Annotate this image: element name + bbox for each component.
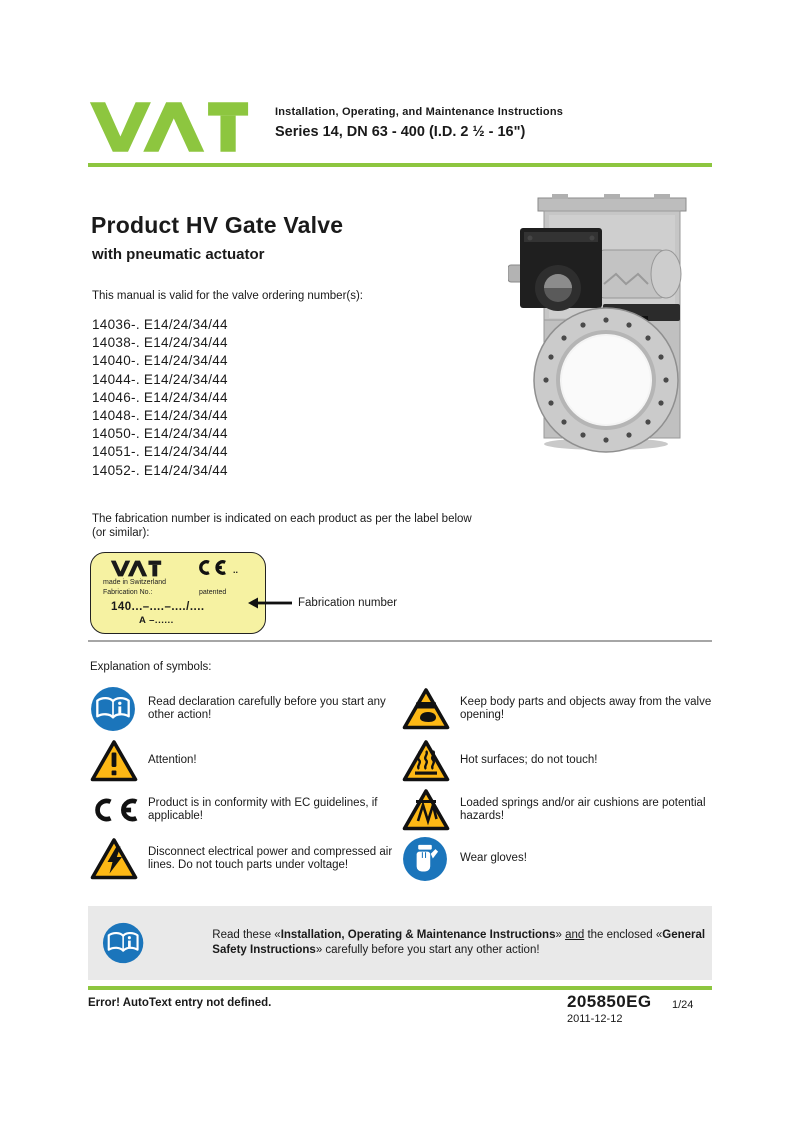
wear-gloves-icon [402, 836, 448, 882]
symbol-row [402, 736, 714, 786]
ce-mark-icon [90, 797, 144, 823]
footer-autotext-error: Error! AutoText entry not defined. [88, 997, 272, 1009]
fabrication-no-text: Fabrication No.: [103, 589, 153, 596]
symbol-row [90, 834, 410, 884]
order-number: 14038-. E14/24/34/44 [92, 335, 228, 351]
read-manual-icon [90, 686, 136, 732]
order-number: 14046-. E14/24/34/44 [92, 389, 228, 405]
order-number: 14050-. E14/24/34/44 [92, 426, 228, 442]
order-number: 14044-. E14/24/34/44 [92, 371, 228, 387]
footer-date: 2011-12-12 [567, 1013, 623, 1025]
notice-segment: the enclosed « [584, 929, 663, 941]
symbol-text: Disconnect electrical power and compressed air lines. Do not touch parts under voltage! [148, 845, 393, 871]
patented-text: patented [199, 589, 227, 596]
notice-segment-bold: Installation, Operating & Maintenance Instructions [280, 929, 556, 941]
gate-valve-photo [508, 192, 713, 454]
footer-page-indicator: 1/24 [672, 999, 694, 1011]
order-number: 14036-. E14/24/34/44 [92, 317, 228, 332]
fabrication-label [90, 552, 266, 634]
symbols-column-right [402, 682, 714, 884]
symbol-text: Product is in conformity with EC guidelines, if applicable! [148, 796, 378, 822]
footer-rule [88, 986, 712, 990]
ce-suffix: .. [233, 565, 239, 575]
attention-icon [90, 739, 138, 783]
left-arrow-icon [248, 597, 292, 609]
header-rule [88, 163, 712, 167]
symbol-row [402, 786, 714, 834]
symbol-row [402, 682, 714, 736]
symbol-text: Loaded springs and/or air cushions are potential hazards! [460, 796, 706, 822]
fabrication-pointer-label: Fabrication number [298, 597, 398, 609]
section-divider [88, 640, 712, 642]
symbols-heading: Explanation of symbols: [90, 661, 212, 673]
vat-logo [88, 98, 250, 156]
symbol-text: Wear gloves! [460, 852, 527, 865]
valid-intro: This manual is valid for the valve ordering number(s): [92, 290, 364, 302]
symbol-row [90, 736, 410, 786]
order-number: 14051-. E14/24/34/44 [92, 444, 228, 460]
symbol-row [90, 786, 410, 834]
made-in-text: made in Switzerland [103, 579, 167, 586]
symbol-row [90, 682, 410, 736]
symbol-text: Attention! [148, 754, 197, 767]
symbol-text: Read declaration carefully before you start any other action! [148, 695, 386, 721]
crush-hazard-icon [402, 687, 450, 731]
electrical-hazard-icon [90, 837, 138, 881]
fabrication-number-mask: 140...–....–..../.... [111, 601, 205, 613]
order-number: 14052-. E14/24/34/44 [92, 462, 228, 478]
notice-segment-underline: and [565, 929, 585, 941]
order-number-list [92, 316, 228, 480]
symbol-text: Hot surfaces; do not touch! [460, 754, 598, 767]
order-number: 14048-. E14/24/34/44 [92, 408, 228, 424]
symbol-row [402, 834, 714, 884]
notice-segment: » carefully before you start any other action! [315, 944, 540, 956]
safety-notice-text [212, 928, 712, 958]
fabrication-intro: The fabrication number is indicated on each product as per the label below (or similar): [92, 513, 472, 539]
fabrication-series-mask: A –...... [139, 615, 174, 626]
symbols-column-left [90, 682, 410, 884]
symbol-text: Keep body parts and objects away from the valve opening! [460, 695, 712, 721]
notice-segment-bold: General Safety Instructions [212, 929, 706, 956]
footer-doc-number: 205850EG [567, 992, 652, 1011]
notice-segment: Read these « [212, 929, 281, 941]
safety-notice-box [88, 906, 712, 980]
hot-surface-icon [402, 739, 450, 783]
ce-mark-icon [196, 559, 230, 576]
header-text-block [275, 106, 563, 140]
notice-segment: » [555, 929, 566, 941]
page-subtitle: with pneumatic actuator [92, 246, 265, 263]
page-title: Product HV Gate Valve [91, 212, 344, 238]
spring-hazard-icon [402, 788, 450, 832]
header-series: Series 14, DN 63 - 400 (I.D. 2 ½ - 16") [275, 124, 526, 140]
read-manual-icon [102, 921, 144, 965]
order-number: 14040-. E14/24/34/44 [92, 353, 228, 369]
header-doc-type: Installation, Operating, and Maintenance Instructions [275, 106, 564, 118]
vat-logo-small [109, 560, 163, 577]
